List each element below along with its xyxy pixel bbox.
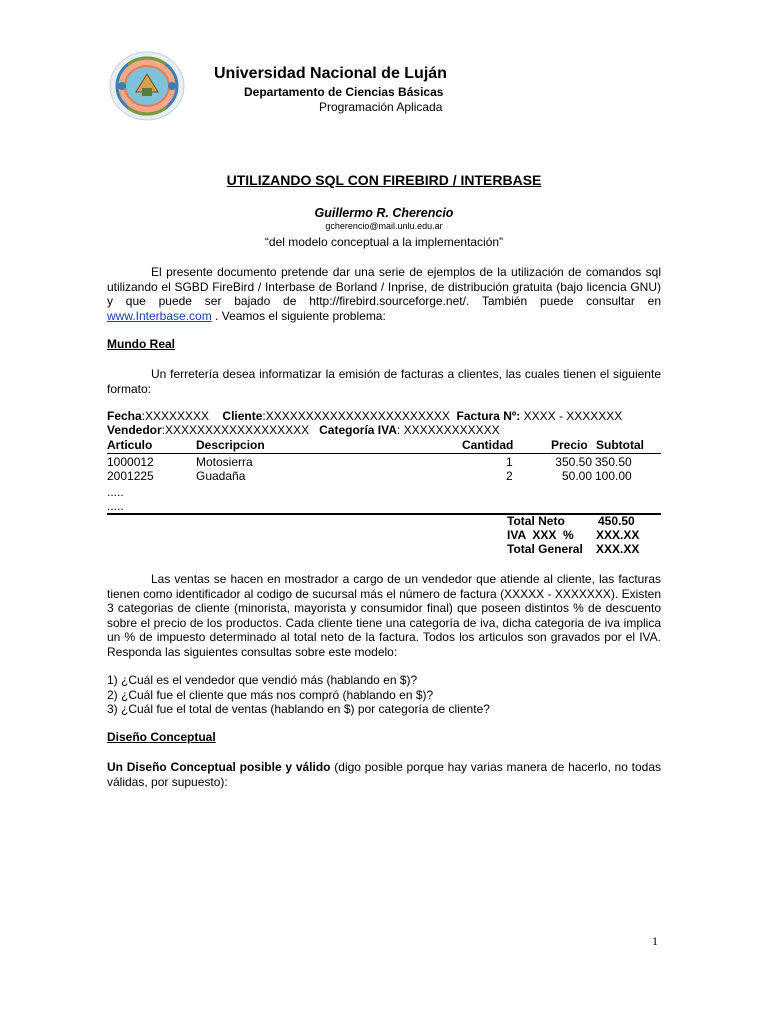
row-cantidad: 2	[506, 469, 513, 483]
section-heading-diseno-conceptual: Diseño Conceptual	[107, 730, 216, 744]
categoria-label: Categoría IVA	[319, 423, 397, 437]
intro-text: El presente documento pretende dar una serie de ejemplos de la utilización de comandos sql utilizando el SGBD FireBird / Interbase de Borland / Inprise, de distribución gratuita (bajo licencia GNU) y que puede ser bajado de http://firebird.sourceforge.net/. También puede consultar en	[107, 265, 661, 308]
table-header-rule	[107, 453, 661, 454]
cliente-label: Cliente	[222, 409, 263, 423]
row-cantidad: 1	[506, 455, 513, 469]
list-item: 1) ¿Cuál es el vendedor que vendió más (hablando en $)?	[107, 673, 418, 687]
ventas-text: Las ventas se hacen en mostrador a cargo de un vendedor que atiende al cliente, las facturas tienen como identificador al codigo de sucursal más el número de factura (XXXXX - XXXXXXX). Existen 3 categorias de cliente (minorista, mayorista y consumidor final) que poseen distintos % de descuento sobre el precio de los productos. Cada cliente tiene una categoría de iva, dicha categoria de iva implica un % de impuesto determinado al total neto de la factura. Todos los articulos son gravados por el IVA. Responda las siguientes consultas sobre este modelo:	[107, 572, 661, 659]
intro-text-end: . Veamos el siguiente problema:	[211, 308, 386, 323]
cliente-value: :XXXXXXXXXXXXXXXXXXXXXXX	[262, 409, 450, 423]
row-articulo: 2001225	[107, 469, 154, 483]
row-precio: 50.00	[561, 469, 592, 483]
factura-value: XXXX - XXXXXXX	[520, 409, 623, 423]
document-title: UTILIZANDO SQL CON FIREBIRD / INTERBASE	[226, 172, 542, 188]
intro-paragraph	[107, 265, 661, 323]
table-bottom-rule	[107, 513, 661, 515]
invoice-header-line-2	[107, 423, 500, 437]
questions-list	[107, 673, 490, 717]
list-item: 2) ¿Cuál fue el cliente que más nos compró (hablando en $)?	[107, 687, 434, 702]
total-neto-value: 450.50	[598, 514, 635, 528]
total-general-label: Total General	[507, 542, 583, 556]
row-subtotal: 350.50	[595, 455, 632, 469]
mundo-real-paragraph	[107, 367, 661, 396]
subject-name: Programación Aplicada	[319, 100, 443, 114]
diseno-paragraph	[107, 760, 661, 789]
row-subtotal: 100.00	[595, 469, 632, 483]
invoice-header-line-1	[107, 409, 622, 423]
university-name: Universidad Nacional de Luján	[214, 65, 447, 82]
factura-label: Factura Nº:	[456, 409, 521, 423]
row-articulo: 1000012	[107, 455, 154, 469]
column-header-cantidad: Cantidad	[462, 438, 514, 452]
subtitle-quote: “del modelo conceptual a la implementación”	[264, 235, 504, 249]
interbase-link[interactable]: www.Interbase.com	[107, 308, 212, 323]
ellipsis-row: .....	[107, 499, 124, 513]
categoria-value: : XXXXXXXXXXXX	[396, 423, 500, 437]
total-general-value: XXX.XX	[596, 542, 640, 556]
column-header-articulo: Articulo	[107, 438, 153, 452]
diseno-text: (digo posible porque hay varias manera de hacerlo, no todas válidas, por supuesto):	[107, 760, 662, 789]
author-email: gcherencio@mail.unlu.edu.ar	[325, 221, 443, 231]
university-seal-logo	[108, 50, 186, 122]
column-header-descripcion: Descripcion	[196, 438, 265, 452]
row-descripcion: Motosierra	[196, 455, 253, 469]
row-precio: 350.50	[555, 455, 592, 469]
ventas-paragraph	[107, 572, 661, 659]
row-descripcion: Guadaña	[196, 469, 246, 483]
column-header-precio: Precio	[551, 438, 588, 452]
section-heading-mundo-real: Mundo Real	[107, 337, 175, 351]
list-item: 3) ¿Cuál fue el total de ventas (hablando en $) por categoría de cliente?	[107, 702, 490, 716]
column-header-subtotal: Subtotal	[596, 438, 644, 452]
vendedor-value: :XXXXXXXXXXXXXXXXXX	[161, 423, 310, 437]
fecha-value: :XXXXXXXX	[141, 409, 210, 423]
ellipsis-row: .....	[107, 485, 124, 499]
author-name: Guillermo R. Cherencio	[314, 206, 454, 220]
page-number: 1	[652, 934, 658, 948]
diseno-bold-text: Un Diseño Conceptual posible y válido	[107, 760, 331, 774]
total-neto-label: Total Neto	[507, 514, 565, 528]
vendedor-label: Vendedor	[107, 423, 162, 437]
department-name: Departamento de Ciencias Básicas	[244, 85, 444, 99]
mundo-real-text: Un ferretería desea informatizar la emisión de facturas a clientes, las cuales tienen el siguiente formato:	[107, 367, 661, 396]
fecha-label: Fecha	[107, 409, 142, 423]
iva-value: XXX.XX	[596, 528, 640, 542]
iva-label: IVA XXX %	[507, 528, 574, 542]
